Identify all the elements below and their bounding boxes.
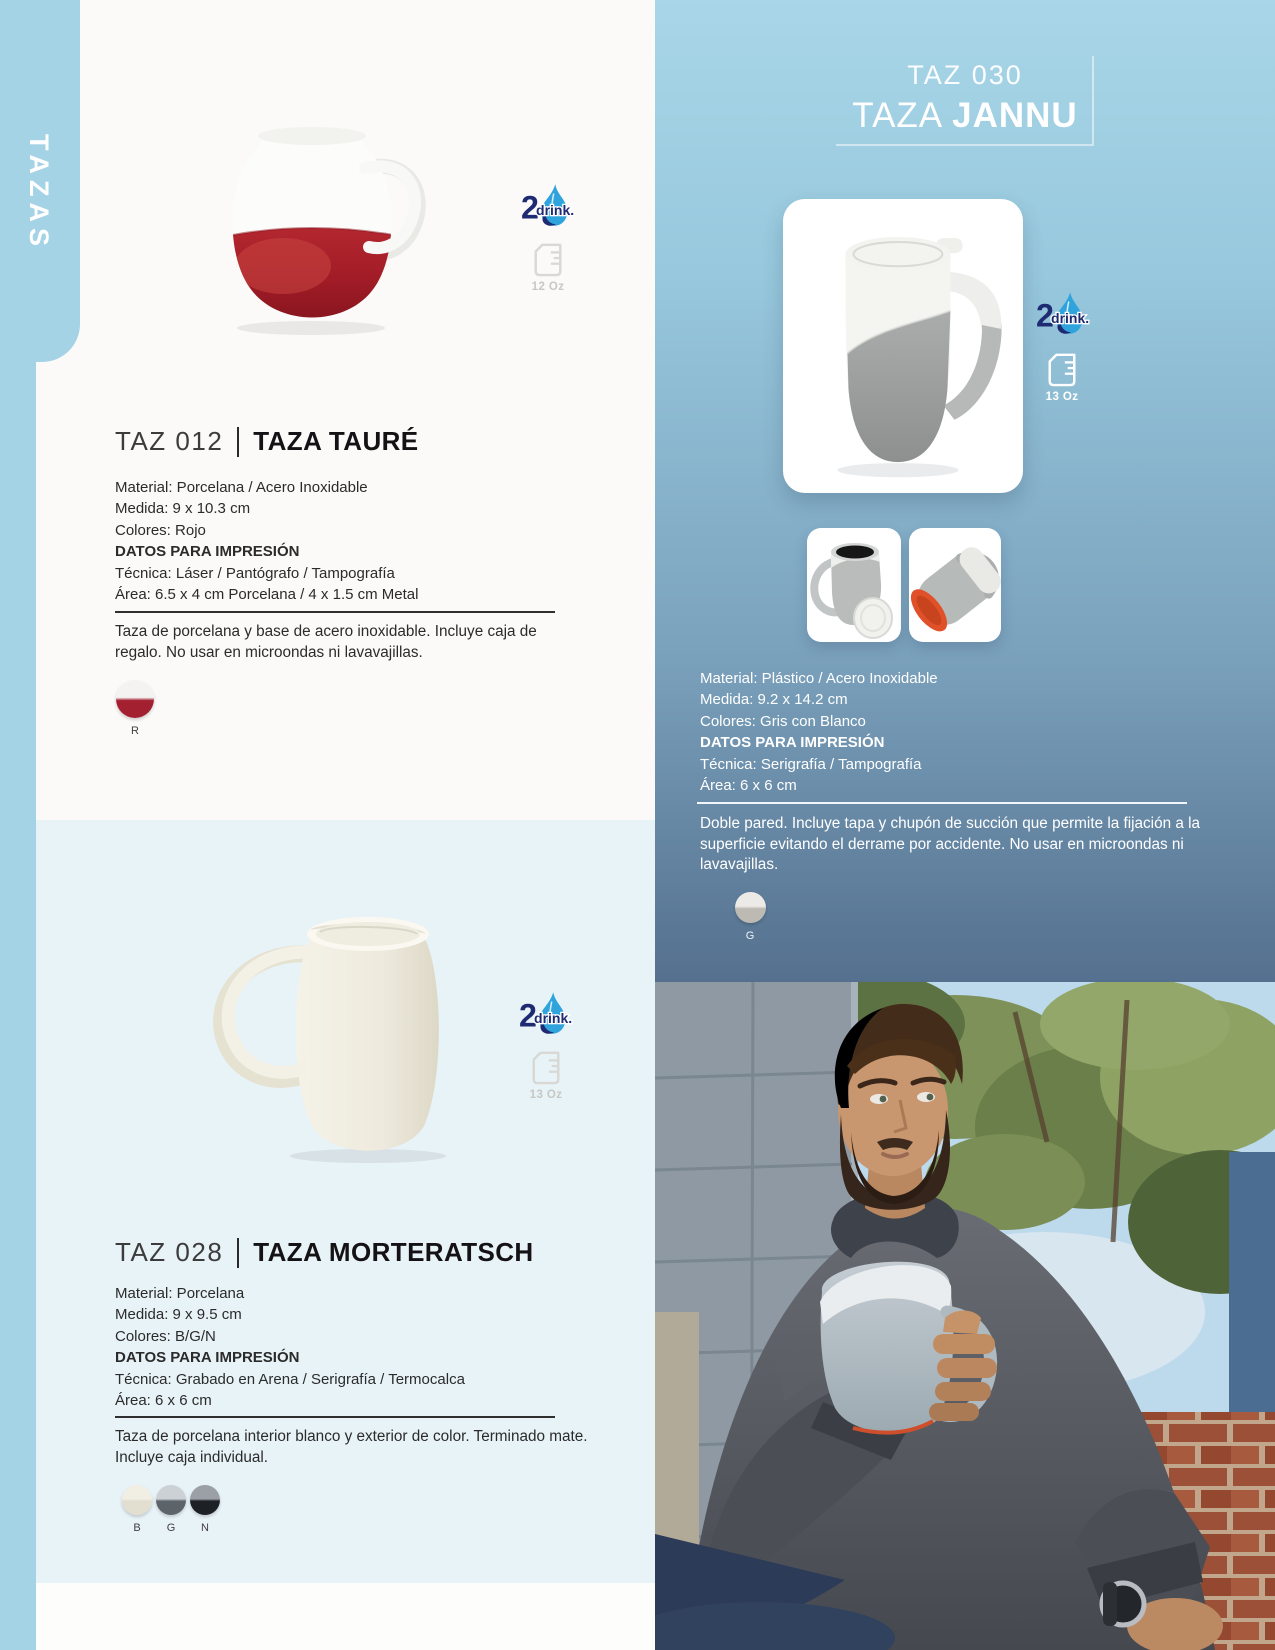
- jannu-main-image-card: [783, 199, 1023, 493]
- jannu-mug-image: [797, 208, 1009, 484]
- spec-datos-header: DATOS PARA IMPRESIÓN: [115, 1349, 300, 1367]
- jannu-detail-card-base: [909, 528, 1001, 642]
- capacity-label: 13 Oz: [529, 1089, 563, 1101]
- taure-mug-image: [183, 116, 435, 338]
- spec-area: Área: 6 x 6 cm: [115, 1392, 212, 1410]
- divider-line: [115, 611, 555, 613]
- swatch-label: G: [166, 1522, 176, 1534]
- taure-title: [115, 426, 419, 457]
- 2drink-logo: [519, 990, 573, 1038]
- spec-tecnica: Técnica: Grabado en Arena / Serigrafía / Termocalca: [115, 1370, 465, 1388]
- spec-colores: Colores: Rojo: [115, 521, 206, 539]
- taure-swatches: [114, 680, 156, 737]
- divider-line: [115, 1416, 555, 1418]
- spec-tecnica: Técnica: Láser / Pantógrafo / Tampografía: [115, 564, 395, 582]
- product-name-regular: TAZA: [852, 96, 944, 135]
- measuring-cup-icon: [1045, 350, 1079, 388]
- capacity-badge-morteratsch: [522, 1048, 570, 1101]
- 2drink-logo: [1036, 290, 1090, 338]
- jannu-header: [655, 60, 1275, 136]
- spec-medida: Medida: 9 x 9.5 cm: [115, 1306, 242, 1324]
- spec-datos-header: DATOS PARA IMPRESIÓN: [115, 543, 300, 561]
- title-separator: [237, 427, 239, 457]
- morteratsch-description: Taza de porcelana interior blanco y exterior de color. Terminado mate. Incluye caja individual.: [115, 1428, 588, 1466]
- color-swatch-n: [190, 1485, 220, 1515]
- 2drink-logo: [521, 182, 575, 230]
- spec-material: Material: Porcelana: [115, 1285, 245, 1302]
- spec-tecnica: Técnica: Serigrafía / Tampografía: [700, 755, 922, 773]
- spec-material: Material: Porcelana / Acero Inoxidable: [115, 479, 368, 496]
- swatch-label: G: [745, 930, 755, 942]
- taure-specs: [115, 477, 585, 605]
- product-code: TAZ 012: [115, 426, 224, 456]
- spec-area: Área: 6.5 x 4 cm Porcelana / 4 x 1.5 cm Metal: [115, 586, 419, 604]
- capacity-badge-jannu: [1038, 350, 1086, 403]
- logo-2-glyph: 2: [521, 189, 539, 226]
- sidebar-category-label: TAZAS: [24, 134, 54, 252]
- product-code: TAZ 030: [907, 60, 1023, 90]
- morteratsch-mug-image: [190, 884, 454, 1166]
- title-separator: [237, 1238, 239, 1268]
- product-name: TAZA MORTERATSCH: [253, 1237, 534, 1267]
- svg-text:2: 2: [1036, 297, 1054, 334]
- svg-text:drink.: drink.: [534, 1009, 573, 1026]
- swatch-label: B: [133, 1522, 141, 1534]
- morteratsch-title: [115, 1237, 534, 1268]
- color-swatch-g: [156, 1485, 186, 1515]
- spec-material: Material: Plástico / Acero Inoxidable: [700, 670, 938, 687]
- svg-text:2: 2: [519, 997, 537, 1034]
- spec-area: Área: 6 x 6 cm: [700, 777, 797, 795]
- swatch-g: [154, 1485, 188, 1534]
- logo-drink-text: drink.: [536, 201, 575, 218]
- measuring-cup-icon: [531, 240, 565, 278]
- morteratsch-specs: [115, 1283, 585, 1411]
- color-swatch-r: [116, 680, 154, 718]
- spec-medida: Medida: 9.2 x 14.2 cm: [700, 691, 848, 709]
- color-swatch-g: [735, 892, 766, 923]
- spec-colores: Colores: Gris con Blanco: [700, 712, 866, 730]
- jannu-swatches: [732, 892, 768, 942]
- swatch-label: N: [201, 1522, 209, 1534]
- lifestyle-photo: [655, 982, 1275, 1650]
- product-name: [655, 96, 1275, 136]
- divider-line: [697, 802, 1187, 804]
- jannu-specs: [700, 668, 1190, 796]
- product-code: TAZ 028: [115, 1237, 224, 1267]
- jannu-description: Doble pared. Incluye tapa y chupón de succión que permite la fijación a la superficie evitando el derrame por accidente. No usar en microondas ni lavavajillas.: [700, 815, 1201, 874]
- swatch-b: [120, 1485, 154, 1534]
- product-name-bold: JANNU: [952, 96, 1078, 135]
- jannu-lid-off-image: [807, 528, 901, 642]
- lifestyle-photo-illustration: [655, 982, 1275, 1650]
- jannu-suction-base-image: [909, 528, 1001, 642]
- capacity-badge-taure: [524, 240, 572, 293]
- spec-medida: Medida: 9 x 10.3 cm: [115, 500, 251, 518]
- spec-datos-header: DATOS PARA IMPRESIÓN: [700, 734, 885, 752]
- swatch-label: R: [131, 725, 139, 737]
- taure-description: Taza de porcelana y base de acero inoxidable. Incluye caja de regalo. No usar en microondas ni lavavajillas.: [115, 623, 537, 661]
- product-name: TAZA TAURÉ: [253, 426, 419, 456]
- measuring-cup-icon: [529, 1048, 563, 1086]
- svg-text:drink.: drink.: [1051, 309, 1090, 326]
- capacity-label: 13 Oz: [1045, 391, 1079, 403]
- capacity-label: 12 Oz: [531, 281, 565, 293]
- color-swatch-b: [122, 1485, 152, 1515]
- spec-colores: Colores: B/G/N: [115, 1327, 216, 1345]
- jannu-detail-card-lid: [807, 528, 901, 642]
- swatch-n: [188, 1485, 222, 1534]
